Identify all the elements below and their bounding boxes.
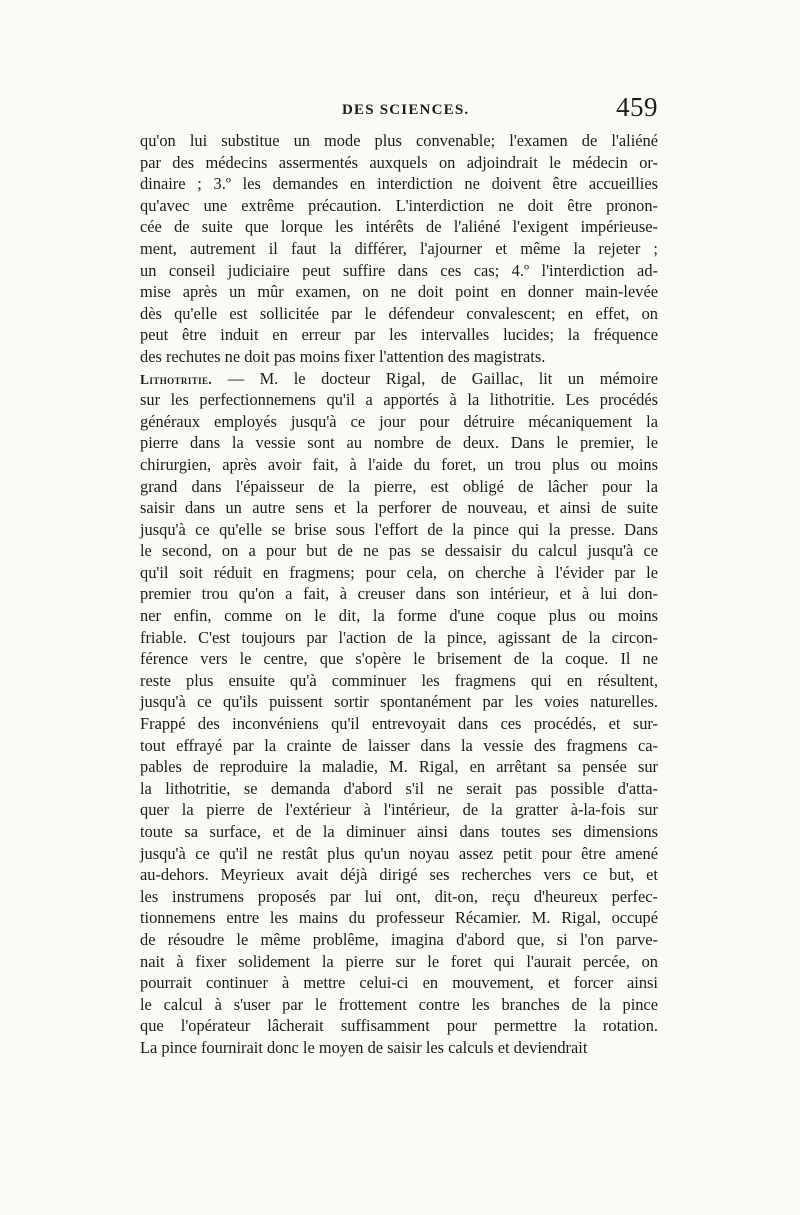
- text-line: chirurgien, après avoir fait, à l'aide du foret, un trou plus ou moins: [140, 454, 658, 474]
- text-line: saisir dans un autre sens et la perforer de nouveau, et ainsi de suite: [140, 498, 658, 518]
- text-line: que l'opérateur lâcherait suffisamment pour permettre la rotation.: [140, 1016, 658, 1036]
- text-line: grand dans l'épaisseur de la pierre, est obligé de lâcher pour la: [140, 476, 658, 496]
- text-line: jusqu'à ce qu'il ne restât plus qu'un noyau assez petit pour être amené: [140, 843, 658, 863]
- text-line: le second, on a pour but de ne pas se dessaisir du calcul jusqu'à ce: [140, 541, 658, 561]
- text-line: qu'avec une extrême précaution. L'interdiction ne doit être pronon-: [140, 195, 658, 215]
- text-line: généraux employés jusqu'à ce jour pour détruire mécaniquement la: [140, 411, 658, 431]
- text-line: [140, 368, 658, 390]
- text-line: quer la pierre de l'extérieur à l'intérieur, de la gratter à-la-fois sur: [140, 800, 658, 820]
- text-line: cée de suite que lorque les intérêts de l'aliéné l'exigent impérieuse-: [140, 217, 658, 237]
- text-line: qu'on lui substitue un mode plus convenable; l'examen de l'aliéné: [140, 131, 658, 150]
- text-line: la lithotritie, se demanda d'abord s'il ne serait pas possible d'atta-: [140, 778, 658, 798]
- text-line: peut être induit en erreur par les intervalles lucides; la fréquence: [140, 325, 658, 345]
- text-line: au-dehors. Meyrieux avait déjà dirigé ses recherches vers ce but, et: [140, 865, 658, 885]
- text-line: pierre dans la vessie sont au nombre de deux. Dans le premier, le: [140, 433, 658, 453]
- text-line: un conseil judiciaire peut suffire dans ces cas; 4.º l'interdiction ad-: [140, 260, 658, 280]
- text-line: qu'il soit réduit en fragmens; pour cela, on cherche à l'évider par le: [140, 562, 658, 582]
- text-line: tionnemens entre les mains du professeur Récamier. M. Rigal, occupé: [140, 908, 658, 928]
- page-number: 459: [616, 92, 658, 122]
- paragraph-interdiction: [140, 130, 658, 368]
- text-line: férence vers le centre, que s'opère le brisement de la coque. Il ne: [140, 649, 658, 669]
- text-line: friable. C'est toujours par l'action de la pince, agissant de la circon-: [140, 627, 658, 647]
- text-line: tout effrayé par la crainte de laisser dans la vessie des fragmens ca-: [140, 735, 658, 755]
- text-line: sur les perfectionnemens qu'il a apportés à la lithotritie. Les procédés: [140, 390, 658, 410]
- text-line: ment, autrement il faut la différer, l'ajourner et même la rejeter ;: [140, 238, 658, 258]
- text-line: des rechutes ne doit pas moins fixer l'attention des magistrats.: [140, 346, 546, 366]
- text-line: le calcul à s'user par le frottement contre les branches de la pince: [140, 994, 658, 1014]
- text-line: par des médecins assermentés auxquels on adjoindrait le médecin or-: [140, 152, 658, 172]
- text-line: premier trou qu'on a fait, à creuser dans son intérieur, et à lui don-: [140, 584, 658, 604]
- section-heading: Lithotritie.: [140, 371, 213, 387]
- page-header: [140, 92, 660, 128]
- text-line: ner enfin, comme on le dit, la forme d'une coque plus ou moins: [140, 606, 658, 626]
- text-line: reste plus ensuite qu'à comminuer les fragmens qui en résultent,: [140, 670, 658, 690]
- paragraph-lithotritie: [140, 368, 658, 1059]
- text-line: Frappé des inconvéniens qu'il entrevoyait dans ces procédés, et sur-: [140, 714, 658, 734]
- text-line: pables de reproduire la maladie, M. Rigal, en arrêtant sa pensée sur: [140, 757, 658, 777]
- text-line: mise après un mûr examen, on ne doit point en donner main-levée: [140, 282, 658, 302]
- text-line: jusqu'à ce qu'elle se brise sous l'effort de la pince qui la presse. Dans: [140, 519, 658, 539]
- body-text: [140, 130, 658, 1059]
- text-line: de résoudre le même problême, imagina d'abord que, si l'on parve-: [140, 929, 658, 949]
- text-line: jusqu'à ce qu'ils puissent sortir spontanément par les voies naturelles.: [140, 692, 658, 712]
- text-line: les instrumens proposés par lui ont, dit-on, reçu d'heureux perfec-: [140, 886, 658, 906]
- text-line: nait à fixer solidement la pierre sur le foret qui l'aurait percée, on: [140, 951, 658, 971]
- heading-line-text: — M. le docteur Rigal, de Gaillac, lit un mémoire: [227, 368, 658, 388]
- text-line: La pince fournirait donc le moyen de saisir les calculs et deviendrait: [140, 1037, 588, 1057]
- text-line: dinaire ; 3.º les demandes en interdiction ne doivent être accueillies: [140, 174, 658, 194]
- text-line: dès qu'elle est sollicitée par le défendeur convalescent; en effet, on: [140, 303, 658, 323]
- text-line: pourrait continuer à mettre celui-ci en mouvement, et forcer ainsi: [140, 973, 658, 993]
- text-line: toute sa surface, et de la diminuer ainsi dans toutes ses dimensions: [140, 822, 658, 841]
- running-head: DES SCIENCES.: [342, 102, 470, 118]
